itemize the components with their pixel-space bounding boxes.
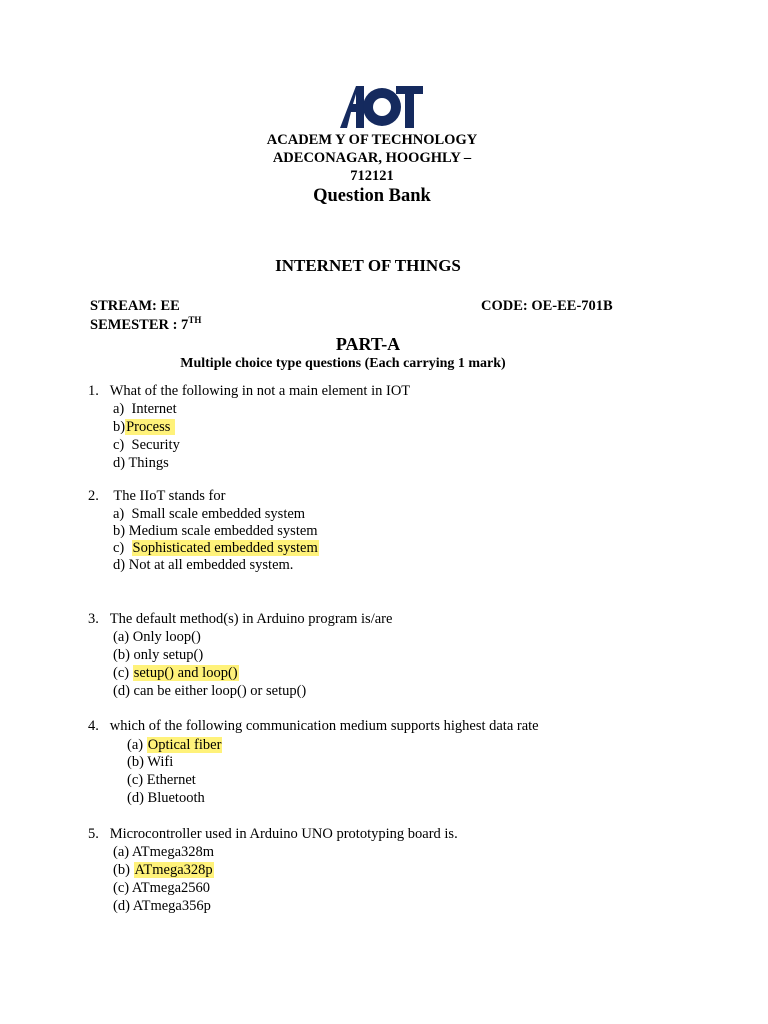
- option-text: ATmega356p: [132, 898, 211, 914]
- option-label: (d): [113, 683, 134, 699]
- part-heading: PART-A: [335, 334, 401, 354]
- question-5: [88, 826, 458, 843]
- option-5b: [113, 862, 214, 879]
- option-1d: [113, 455, 169, 472]
- question-3: [88, 611, 392, 628]
- subject-title: INTERNET OF THINGS: [275, 256, 461, 275]
- semester-superscript: TH: [188, 315, 202, 325]
- option-text: Medium scale embedded system: [128, 523, 318, 539]
- correct-answer-highlight: Process: [126, 419, 175, 435]
- option-text: ATmega328m: [131, 844, 215, 860]
- option-label: d): [113, 557, 129, 573]
- correct-answer-highlight: ATmega328p: [134, 862, 213, 878]
- option-text: Not at all embedded system.: [128, 557, 294, 573]
- option-1c: [113, 437, 180, 454]
- option-label: c): [113, 437, 132, 453]
- option-label: a): [113, 506, 132, 522]
- option-label: d): [113, 455, 129, 471]
- option-text: Internet: [131, 401, 177, 417]
- option-text: only setup(): [133, 647, 204, 663]
- option-label: a): [113, 401, 132, 417]
- option-5c: [113, 880, 210, 897]
- option-4a: [127, 737, 222, 754]
- option-text: ATmega2560: [131, 880, 211, 896]
- option-text: Ethernet: [146, 772, 196, 788]
- option-label: (b): [127, 754, 148, 770]
- option-3a: [113, 629, 201, 646]
- option-label: (a): [113, 844, 132, 860]
- question-text: What of the following in not a main element in IOT: [109, 383, 411, 399]
- institute-address: ADECONAGAR, HOOGHLY –: [272, 150, 472, 166]
- option-text: Small scale embedded system: [131, 506, 306, 522]
- option-3b: [113, 647, 203, 664]
- option-label: (d): [113, 898, 133, 914]
- option-5a: [113, 844, 214, 861]
- option-4b: [127, 754, 173, 771]
- question-2: [88, 488, 225, 505]
- question-text: which of the following communication medium supports highest data rate: [109, 718, 539, 734]
- option-4c: [127, 772, 196, 789]
- course-code: CODE: OE-EE-701B: [481, 298, 613, 314]
- option-label: (b): [113, 862, 134, 878]
- correct-answer-highlight: setup() and loop(): [133, 665, 238, 681]
- option-5d: [113, 898, 211, 915]
- option-label: (a): [113, 629, 133, 645]
- option-label: (c): [127, 772, 147, 788]
- option-label: b): [113, 523, 129, 539]
- semester-text: SEMESTER : 7: [90, 317, 189, 333]
- institute-pincode: 712121: [350, 168, 394, 184]
- question-number: 3.: [88, 611, 99, 627]
- option-2a: [113, 506, 305, 523]
- section-instructions: Multiple choice type questions (Each carrying 1 mark): [180, 356, 506, 371]
- option-text: can be either loop() or setup(): [133, 683, 307, 699]
- question-4: [88, 718, 539, 735]
- option-text: Security: [131, 437, 180, 453]
- option-2c: [113, 540, 319, 557]
- institute-logo: [340, 82, 424, 130]
- option-1b: [113, 419, 175, 436]
- option-text: Only loop(): [132, 629, 201, 645]
- question-1: [88, 383, 410, 400]
- option-label: (c): [113, 665, 133, 681]
- option-3d: [113, 683, 306, 700]
- correct-answer-highlight: Optical fiber: [147, 737, 222, 753]
- question-text: The default method(s) in Arduino program is/are: [109, 611, 393, 627]
- document-title: Question Bank: [313, 186, 431, 206]
- correct-answer-highlight: Sophisticated embedded system: [132, 540, 318, 556]
- option-label: (b): [113, 647, 134, 663]
- question-number: 1.: [88, 383, 99, 399]
- option-label: b): [113, 419, 126, 435]
- stream-label: STREAM: EE: [90, 298, 180, 314]
- option-label: (d): [127, 790, 148, 806]
- question-text: The IIoT stands for: [113, 488, 226, 504]
- semester-label: [90, 317, 201, 334]
- option-3c: [113, 665, 239, 682]
- option-2b: [113, 523, 318, 540]
- option-1a: [113, 401, 177, 418]
- option-text: Bluetooth: [147, 790, 205, 806]
- aot-logo-icon: [340, 82, 424, 130]
- option-text: Wifi: [147, 754, 174, 770]
- option-text: Things: [128, 455, 169, 471]
- option-label: (a): [127, 737, 147, 753]
- question-text: Microcontroller used in Arduino UNO prototyping board is.: [109, 826, 458, 842]
- option-4d: [127, 790, 205, 807]
- question-number: 5.: [88, 826, 99, 842]
- institute-name: ACADEM Y OF TECHNOLOGY: [266, 132, 478, 148]
- option-2d: [113, 557, 293, 574]
- option-label: c): [113, 540, 132, 556]
- question-number: 2.: [88, 488, 99, 504]
- option-label: (c): [113, 880, 132, 896]
- question-number: 4.: [88, 718, 99, 734]
